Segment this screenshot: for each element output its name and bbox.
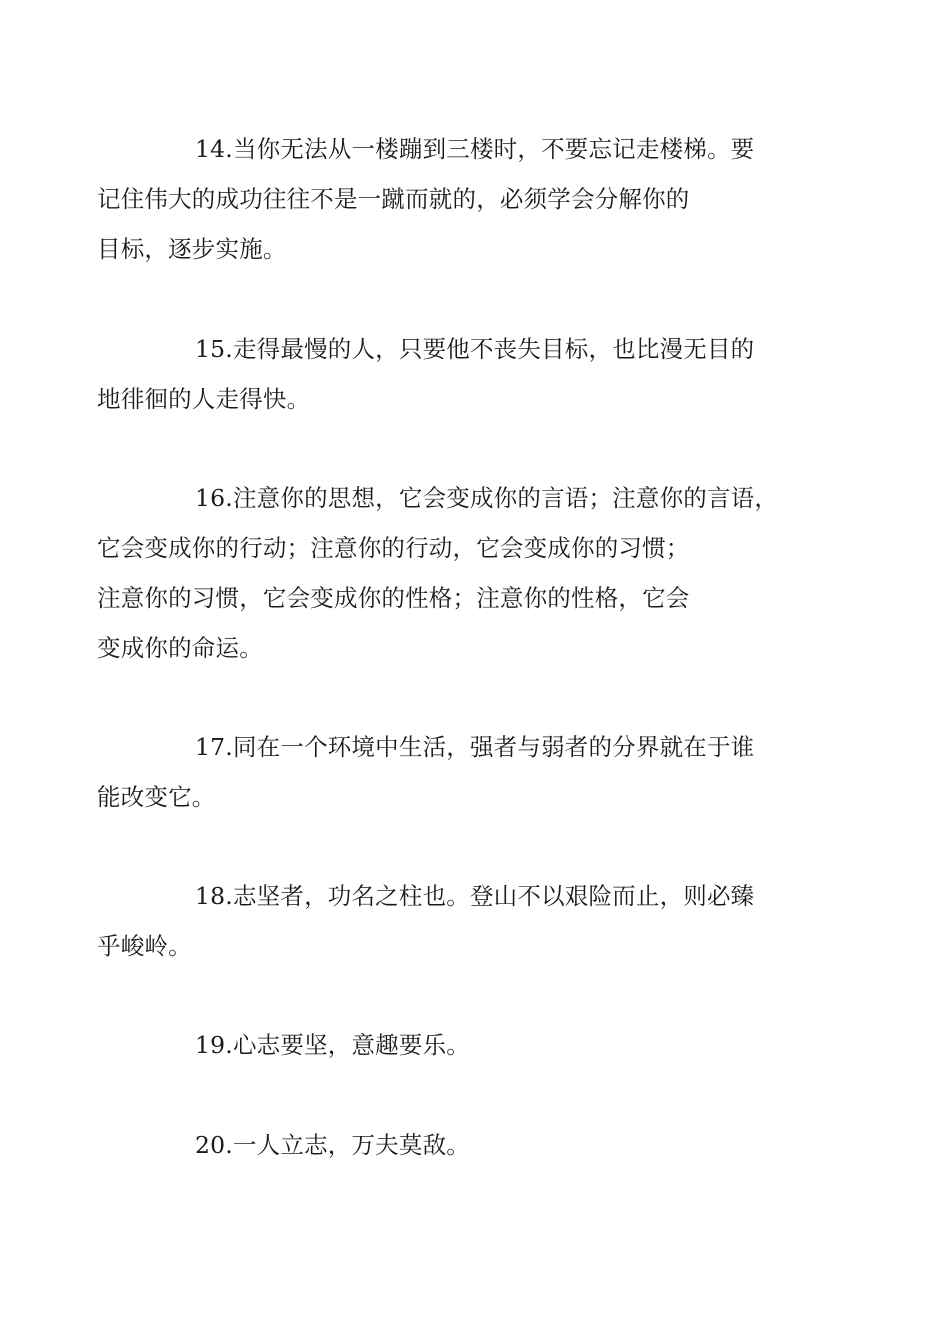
paragraph-14 [97,124,816,274]
paragraph-19 [146,1020,816,1070]
paragraph-line: 20.一人立志，万夫莫敌。 [195,1131,470,1159]
paragraph-15 [97,324,816,424]
paragraph-17 [97,722,816,822]
paragraph-line: 17.同在一个环境中生活，强者与弱者的分界就在于谁 [195,733,755,761]
paragraph-line: 14.当你无法从一楼蹦到三楼时，不要忘记走楼梯。要 [195,135,755,163]
paragraph-16 [97,473,816,673]
paragraph-line: 19.心志要坚，意趣要乐。 [195,1031,470,1059]
paragraph-line: 目标，逐步实施。 [97,235,287,263]
paragraph-line: 注意你的习惯，它会变成你的性格；注意你的性格，它会 [97,584,690,612]
paragraph-line: 15.走得最慢的人，只要他不丧失目标，也比漫无目的 [195,335,755,363]
paragraph-line: 地徘徊的人走得快。 [97,385,311,413]
paragraph-20 [146,1120,816,1170]
paragraph-line: 记住伟大的成功往往不是一蹴而就的，必须学会分解你的 [97,185,690,213]
paragraph-line: 乎峻岭。 [97,932,192,960]
paragraph-18 [97,871,816,971]
paragraph-line: 它会变成你的行动；注意你的行动，它会变成你的习惯； [97,534,690,562]
paragraph-line: 16.注意你的思想，它会变成你的言语；注意你的言语， [195,484,779,512]
paragraph-line: 能改变它。 [97,783,216,811]
paragraph-line: 18.志坚者，功名之柱也。登山不以艰险而止，则必臻 [195,882,755,910]
paragraph-line: 变成你的命运。 [97,634,263,662]
